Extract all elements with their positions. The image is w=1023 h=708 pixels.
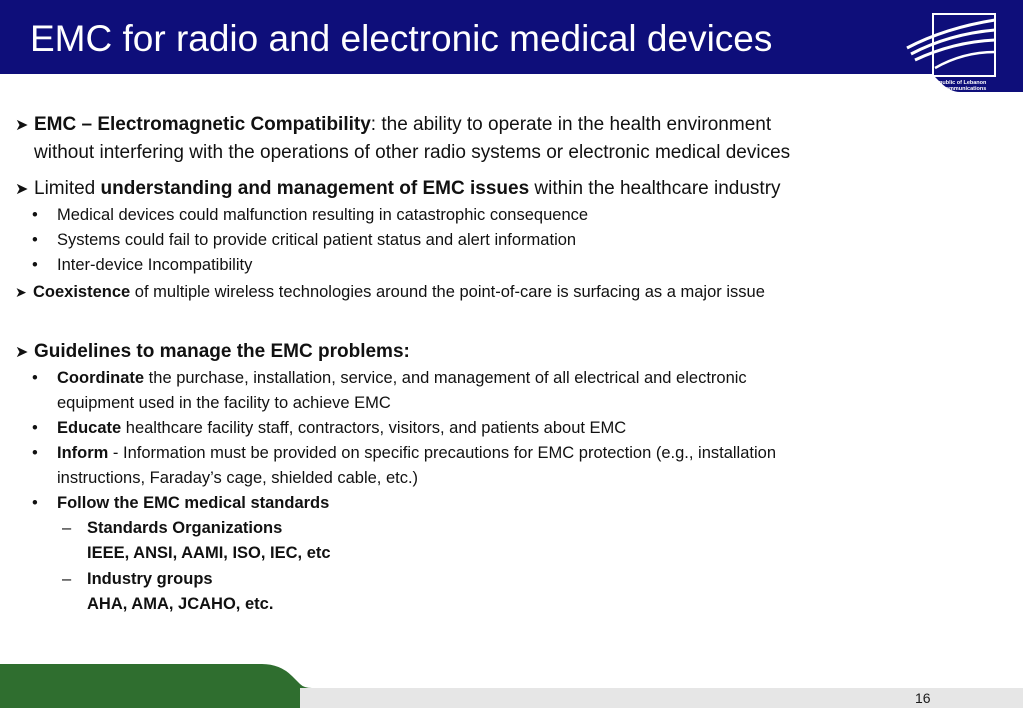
sub-bullet <box>32 369 747 388</box>
dot-bullet-icon: • <box>32 444 38 462</box>
dash-bullet-icon: – <box>62 519 72 537</box>
sub-bullet <box>32 231 576 250</box>
sub-bullet <box>32 419 626 438</box>
bullet-coexistence <box>15 283 765 302</box>
emphasis: Coexistence <box>33 283 131 301</box>
dot-bullet-icon: • <box>32 256 38 274</box>
sub-bullet <box>32 206 588 225</box>
emphasis: Guidelines to manage the EMC problems: <box>34 341 410 362</box>
emphasis: Educate <box>57 419 122 437</box>
bullet-text: within the healthcare industry <box>529 178 781 199</box>
bullet-text: Limited <box>34 178 101 199</box>
bullet-text: of multiple wireless technologies around the point-of-care is surfacing as a major issue <box>130 283 765 301</box>
footer-bar <box>0 664 1023 708</box>
sub-sub-bullet-continuation: IEEE, ANSI, AAMI, ISO, IEC, etc <box>87 544 331 562</box>
dash-bullet-icon: – <box>62 570 72 588</box>
bullet-emc-issues <box>15 178 781 200</box>
sub-bullet-continuation: equipment used in the facility to achieve EMC <box>57 394 391 412</box>
arrow-bullet-icon: ➤ <box>15 284 27 300</box>
sub-sub-bullet <box>62 519 282 538</box>
logo-caption-line: Republic of Lebanon <box>932 80 987 86</box>
sub-bullet-text: - Information must be provided on specific precautions for EMC protection (e.g., installation <box>108 444 776 462</box>
dot-bullet-icon: • <box>32 494 38 512</box>
sub-bullet-continuation: instructions, Faraday’s cage, shielded cable, etc.) <box>57 469 419 487</box>
sub-bullet <box>32 256 252 275</box>
emphasis: Coordinate <box>57 369 145 387</box>
sub-bullet-text: healthcare facility staff, contractors, visitors, and patients about EMC <box>121 419 627 437</box>
dot-bullet-icon: • <box>32 369 38 387</box>
logo-caption-line: Regulatory Authority <box>932 92 987 98</box>
page-number: 16 <box>915 690 931 706</box>
logo-caption-line: Telecommunications <box>932 86 987 92</box>
arrow-bullet-icon: ➤ <box>15 344 29 361</box>
dot-bullet-icon: • <box>32 419 38 437</box>
sub-sub-bullet-continuation: AHA, AMA, JCAHO, etc. <box>87 595 274 613</box>
emphasis: Inform <box>57 444 109 462</box>
sub-bullet-text: Inter-device Incompatibility <box>57 256 253 274</box>
bullet-emc-definition <box>15 114 771 136</box>
bullet-continuation: without interfering with the operations of other radio systems or electronic medical devices <box>34 142 791 163</box>
sub-bullet <box>32 494 329 513</box>
emphasis: understanding and management of EMC issues <box>100 178 530 199</box>
sub-bullet <box>32 444 776 463</box>
sub-sub-bullet <box>62 570 213 589</box>
arrow-bullet-icon: ➤ <box>15 181 29 198</box>
slide-title: EMC for radio and electronic medical devices <box>30 18 773 59</box>
dot-bullet-icon: • <box>32 206 38 224</box>
emphasis: Follow the EMC medical standards <box>57 494 330 512</box>
sub-bullet-text: Medical devices could malfunction resulting in catastrophic consequence <box>57 206 589 224</box>
sub-bullet-text: the purchase, installation, service, and management of all electrical and electronic <box>144 369 747 387</box>
arrow-bullet-icon: ➤ <box>15 117 29 134</box>
sub-bullet-text: Systems could fail to provide critical patient status and alert information <box>57 231 577 249</box>
bullet-guidelines <box>15 341 410 363</box>
emphasis: EMC – Electromagnetic Compatibility <box>34 114 371 135</box>
logo-caption <box>932 80 1012 98</box>
bullet-text: : the ability to operate in the health environment <box>370 114 772 135</box>
sub-sub-bullet-text: Standards Organizations <box>87 519 283 537</box>
sub-sub-bullet-text: Industry groups <box>87 570 213 588</box>
dot-bullet-icon: • <box>32 231 38 249</box>
